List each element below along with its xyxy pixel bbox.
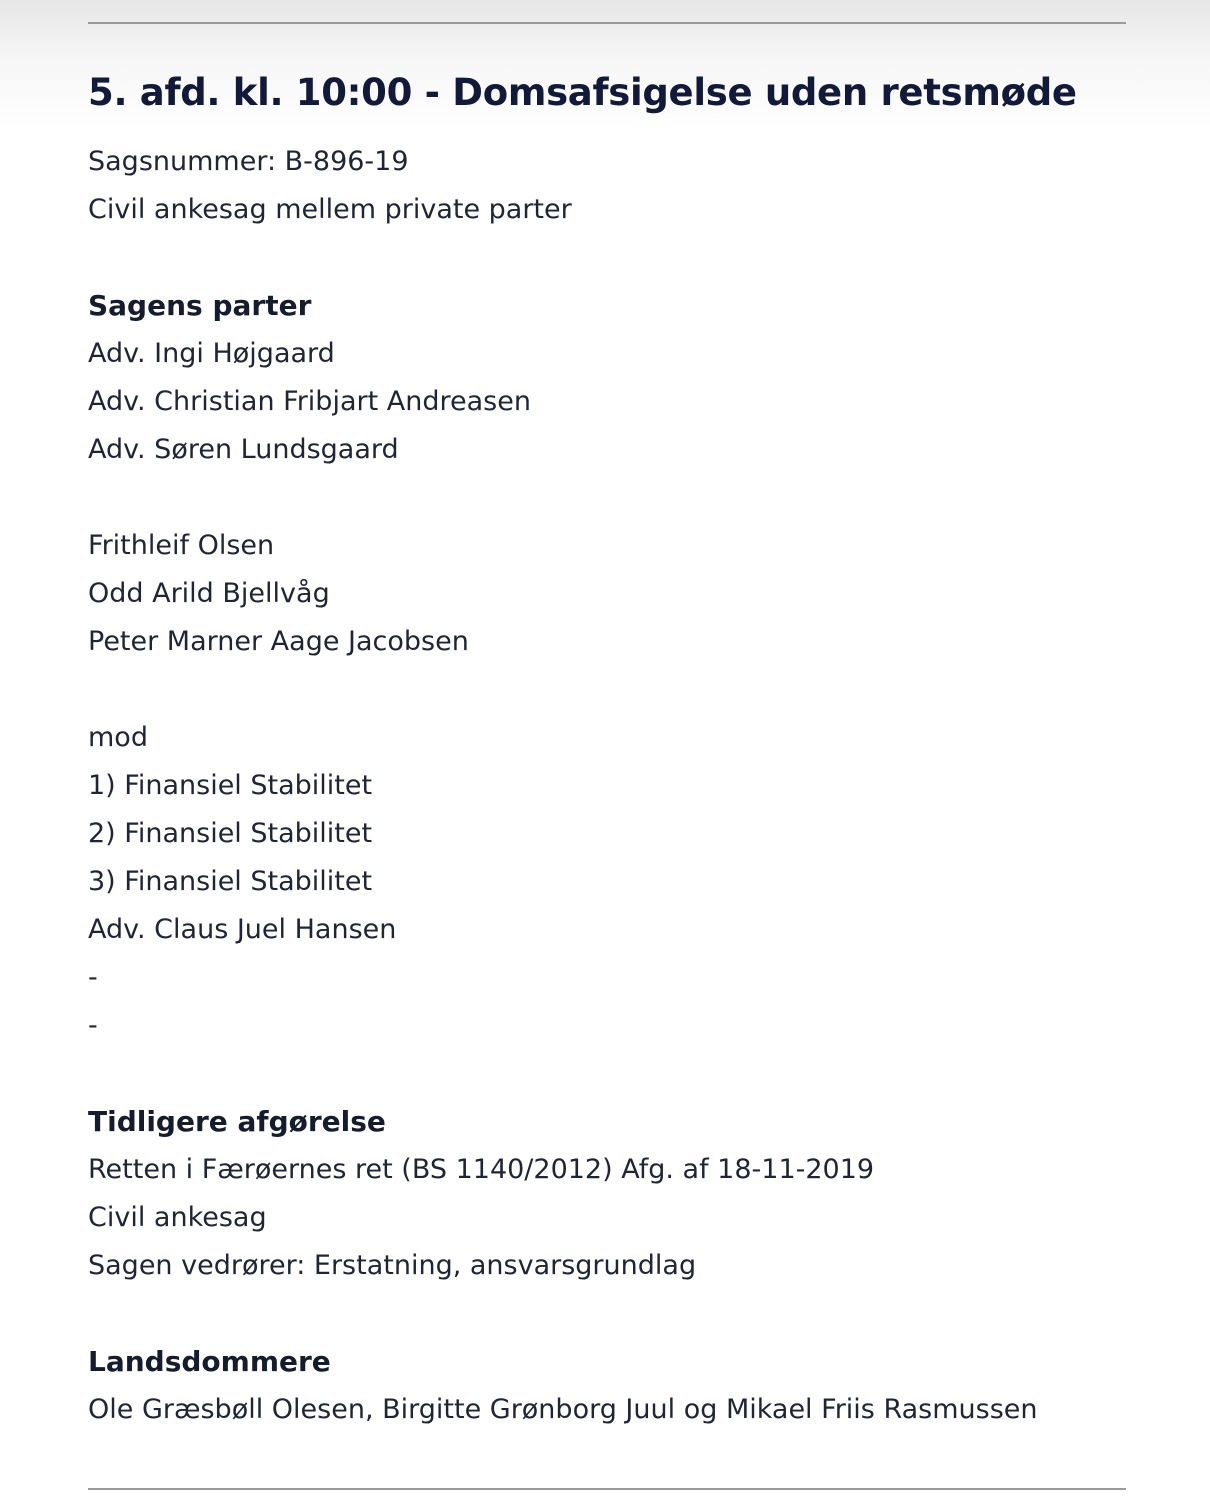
party-lawyer: Adv. Søren Lundsgaard	[88, 434, 399, 465]
previous-decision-heading: Tidligere afgørelse	[88, 1105, 386, 1138]
parties-heading: Sagens parter	[88, 289, 312, 322]
appellant: Odd Arild Bjellvåg	[88, 578, 330, 609]
spacer	[88, 474, 1148, 522]
appellant: Frithleif Olsen	[88, 530, 275, 561]
case-number: Sagsnummer: B-896-19	[88, 146, 409, 177]
respondent: 1) Finansiel Stabilitet	[88, 770, 373, 801]
party-lawyer: Adv. Ingi Højgaard	[88, 338, 335, 369]
spacer	[88, 234, 1148, 282]
judges-heading: Landsdommere	[88, 1345, 331, 1378]
appellant: Peter Marner Aage Jacobsen	[88, 626, 469, 657]
top-divider	[88, 22, 1126, 24]
spacer	[88, 1290, 1148, 1338]
previous-decision-line: Civil ankesag	[88, 1202, 267, 1233]
page-title: 5. afd. kl. 10:00 - Domsafsigelse uden retsmøde	[88, 71, 1077, 114]
respondent: 2) Finansiel Stabilitet	[88, 818, 373, 849]
spacer	[88, 1050, 1148, 1098]
previous-decision-line: Sagen vedrører: Erstatning, ansvarsgrundlag	[88, 1250, 697, 1281]
judges-names: Ole Græsbøll Olesen, Birgitte Grønborg Juul og Mikael Friis Rasmussen	[88, 1394, 1038, 1425]
case-details	[88, 62, 1148, 1434]
party-lawyer: Adv. Christian Fribjart Andreasen	[88, 386, 531, 417]
respondent-placeholder: -	[88, 1010, 98, 1041]
previous-decision-line: Retten i Færøernes ret (BS 1140/2012) Afg. af 18-11-2019	[88, 1154, 875, 1185]
bottom-divider	[88, 1488, 1126, 1490]
respondent: 3) Finansiel Stabilitet	[88, 866, 373, 897]
case-type: Civil ankesag mellem private parter	[88, 194, 572, 225]
respondent-placeholder: -	[88, 962, 98, 993]
spacer	[88, 666, 1148, 714]
versus-label: mod	[88, 722, 148, 753]
respondent-lawyer: Adv. Claus Juel Hansen	[88, 914, 397, 945]
